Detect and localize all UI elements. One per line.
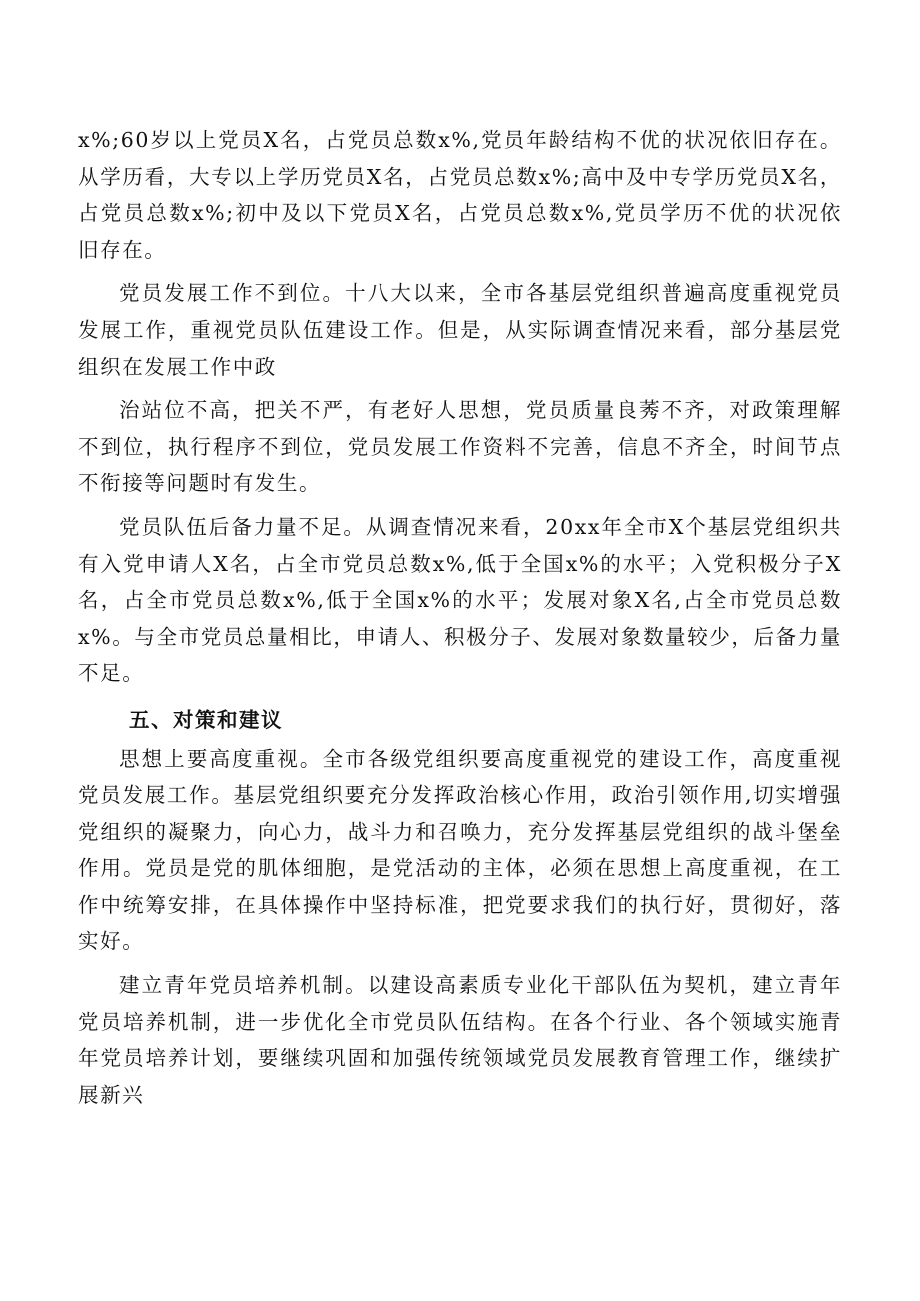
paragraph-reserve-strength: 党员队伍后备力量不足。从调查情况来看，20xx年全市X个基层党组织共有入党申请人X名，占全市党员总数x%,低于全国x%的水平；入党积极分子X名，占全市党员总数x%,低于全国x%的水平；发展对象X名,占全市党员总数x%。与全市党员总量相比，申请人、积极分子、发展对象数量较少，后备力量不足。 [78,514,842,686]
paragraph-youth-training: 建立青年党员培养机制。以建设高素质专业化干部队伍为契机，建立青年党员培养机制，进一步优化全市党员队伍结构。在各个行业、各个领域实施青年党员培养计划，要继续巩固和加强传统领域党员发展教育管理工作，继续扩展新兴 [78,973,842,1107]
document-body [78,122,842,1113]
paragraph-ideological-emphasis: 思想上要高度重视。全市各级党组织要高度重视党的建设工作，高度重视党员发展工作。基层党组织要充分发挥政治核心作用，政治引领作用,切实增强党组织的凝聚力，向心力，战斗力和召唤力，充分发挥基层党组织的战斗堡垒作用。党员是党的肌体细胞，是党活动的主体，必须在思想上高度重视，在工作中统筹安排，在具体操作中坚持标准，把党要求我们的执行好，贯彻好，落实好。 [78,746,842,954]
paragraph-age-education: x%;60岁以上党员X名，占党员总数x%,党员年龄结构不优的状况依旧存在。从学历看，大专以上学历党员X名，占党员总数x%;高中及中专学历党员X名，占党员总数x%;初中及以下党员X名，占党员总数x%,党员学历不优的状况依旧存在。 [78,128,842,262]
section-heading: 五、对策和建议 [129,707,283,732]
paragraph-development-work: 党员发展工作不到位。十八大以来，全市各基层党组织普遍高度重视党员发展工作，重视党员队伍建设工作。但是，从实际调查情况来看，部分基层党组织在发展工作中政 [78,281,842,379]
paragraph-development-issues: 治站位不高，把关不严，有老好人思想，党员质量良莠不齐，对政策理解不到位，执行程序不到位，党员发展工作资料不完善，信息不齐全，时间节点不衔接等问题时有发生。 [78,398,842,496]
